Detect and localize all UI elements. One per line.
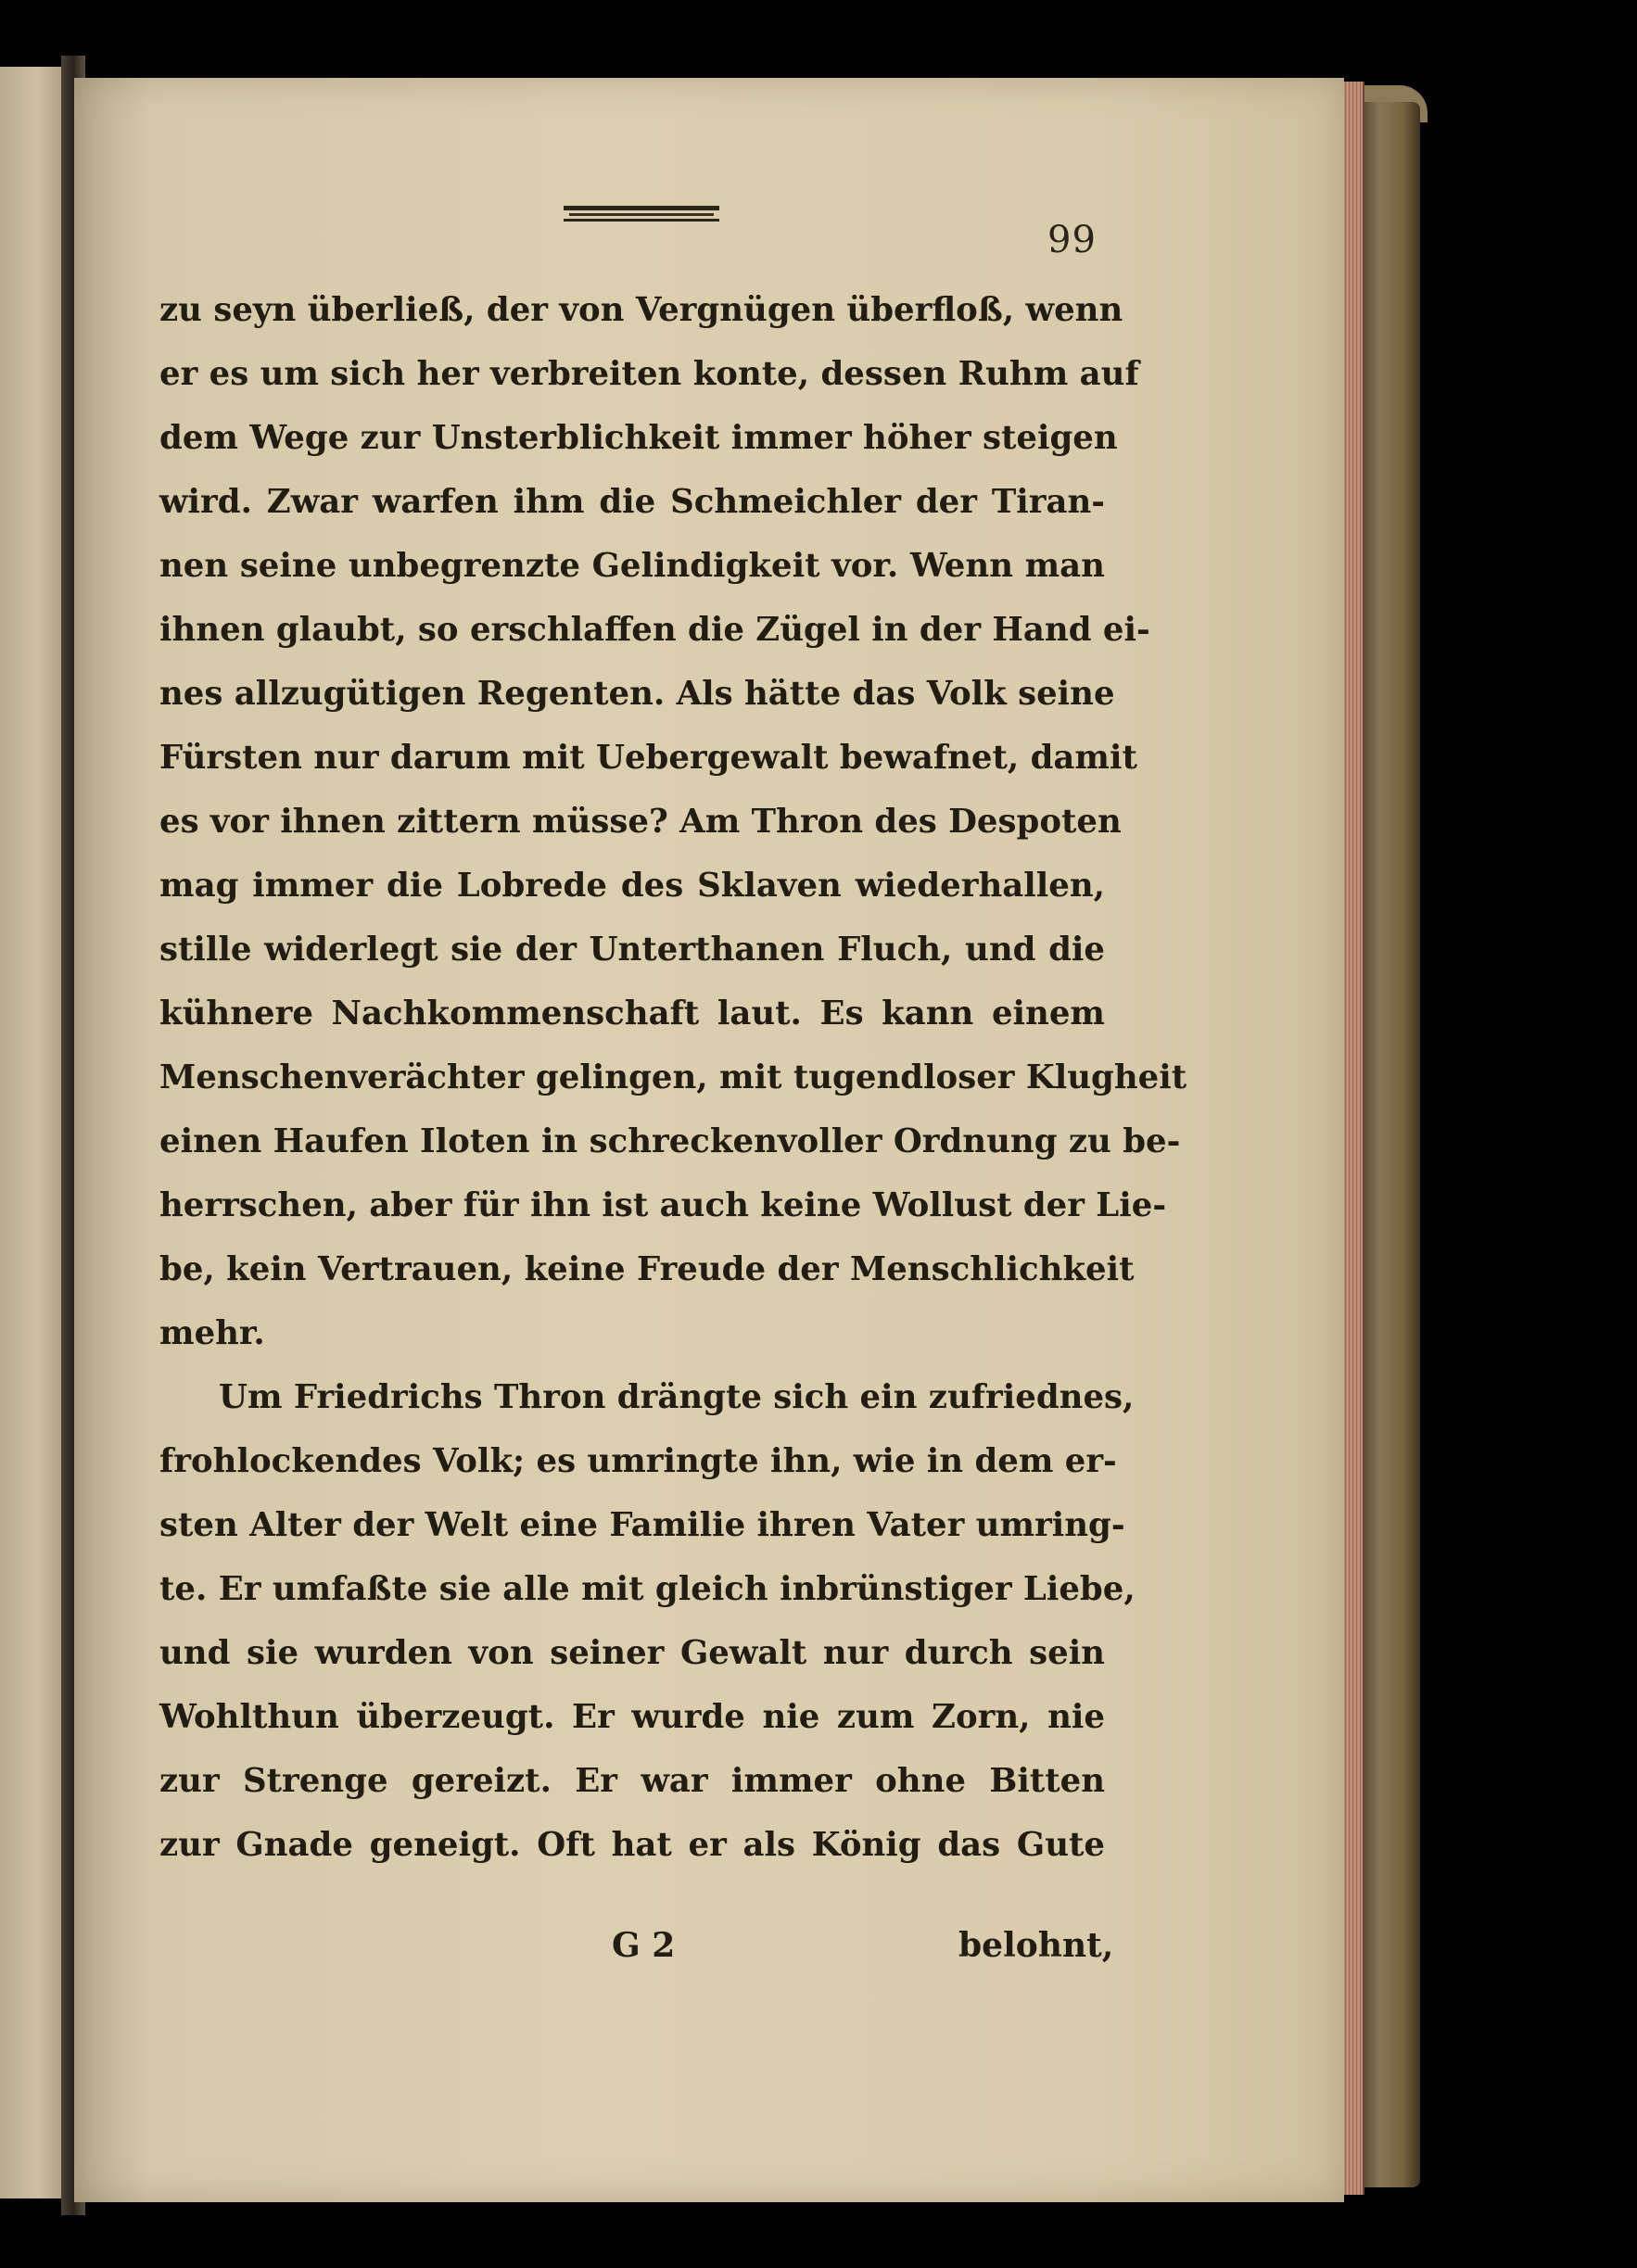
- text-line: Wohlthun überzeugt. Er wurde nie zum Zorn, nie: [159, 1698, 1105, 1736]
- ornamental-rule: [564, 206, 719, 222]
- body-text: [159, 278, 1187, 1877]
- page-block-edges: [1342, 82, 1364, 2195]
- text-line: es vor ihnen zittern müsse? Am Thron des Despoten: [159, 803, 1122, 841]
- text-line: und sie wurden von seiner Gewalt nur durch sein: [159, 1634, 1105, 1672]
- text-line: ihnen glaubt, so erschlaffen die Zügel in der Hand ei-: [159, 611, 1150, 649]
- text-line: mehr.: [159, 1314, 265, 1352]
- text-line: Fürsten nur darum mit Uebergewalt bewafnet, damit: [159, 739, 1137, 777]
- text-line: nes allzugütigen Regenten. Als hätte das Volk seine: [159, 675, 1115, 713]
- text-line: be, kein Vertrauen, keine Freude der Menschlichkeit: [159, 1250, 1135, 1288]
- text-line: wird. Zwar warfen ihm die Schmeichler der Tiran-: [159, 483, 1105, 521]
- printer-signature: G 2: [612, 1926, 676, 1965]
- text-line: dem Wege zur Unsterblichkeit immer höher steigen: [159, 419, 1118, 457]
- text-line: kühnere Nachkommenschaft laut. Es kann einem: [159, 995, 1105, 1033]
- book-cover-edge: [1363, 102, 1420, 2187]
- text-line: er es um sich her verbreiten konte, dessen Ruhm auf: [159, 355, 1139, 393]
- catchword: belohnt,: [958, 1926, 1114, 1965]
- text-line: te. Er umfaßte sie alle mit gleich inbrünstiger Liebe,: [159, 1570, 1136, 1608]
- text-line: zur Strenge gereizt. Er war immer ohne Bitten: [159, 1762, 1105, 1800]
- text-line: sten Alter der Welt eine Familie ihren Vater umring-: [159, 1506, 1125, 1544]
- text-line: zu seyn überließ, der von Vergnügen überfloß, wenn: [159, 291, 1123, 329]
- text-line: zur Gnade geneigt. Oft hat er als König das Gute: [159, 1826, 1105, 1864]
- facing-page-edge: [0, 67, 69, 2198]
- paragraph-first-line: Um Friedrichs Thron drängte sich ein zufriednes,: [219, 1378, 1135, 1416]
- page-number: 99: [1047, 219, 1097, 261]
- text-line: einen Haufen Iloten in schreckenvoller Ordnung zu be-: [159, 1122, 1181, 1160]
- text-line: stille widerlegt sie der Unterthanen Fluch, und die: [159, 931, 1105, 969]
- text-line: nen seine unbegrenzte Gelindigkeit vor. Wenn man: [159, 547, 1105, 585]
- text-line: herrschen, aber für ihn ist auch keine Wollust der Lie-: [159, 1186, 1167, 1224]
- text-line: Menschenverächter gelingen, mit tugendloser Klugheit: [159, 1058, 1187, 1096]
- text-line: mag immer die Lobrede des Sklaven wiederhallen,: [159, 867, 1105, 905]
- text-line: frohlockendes Volk; es umringte ihn, wie in dem er-: [159, 1442, 1117, 1480]
